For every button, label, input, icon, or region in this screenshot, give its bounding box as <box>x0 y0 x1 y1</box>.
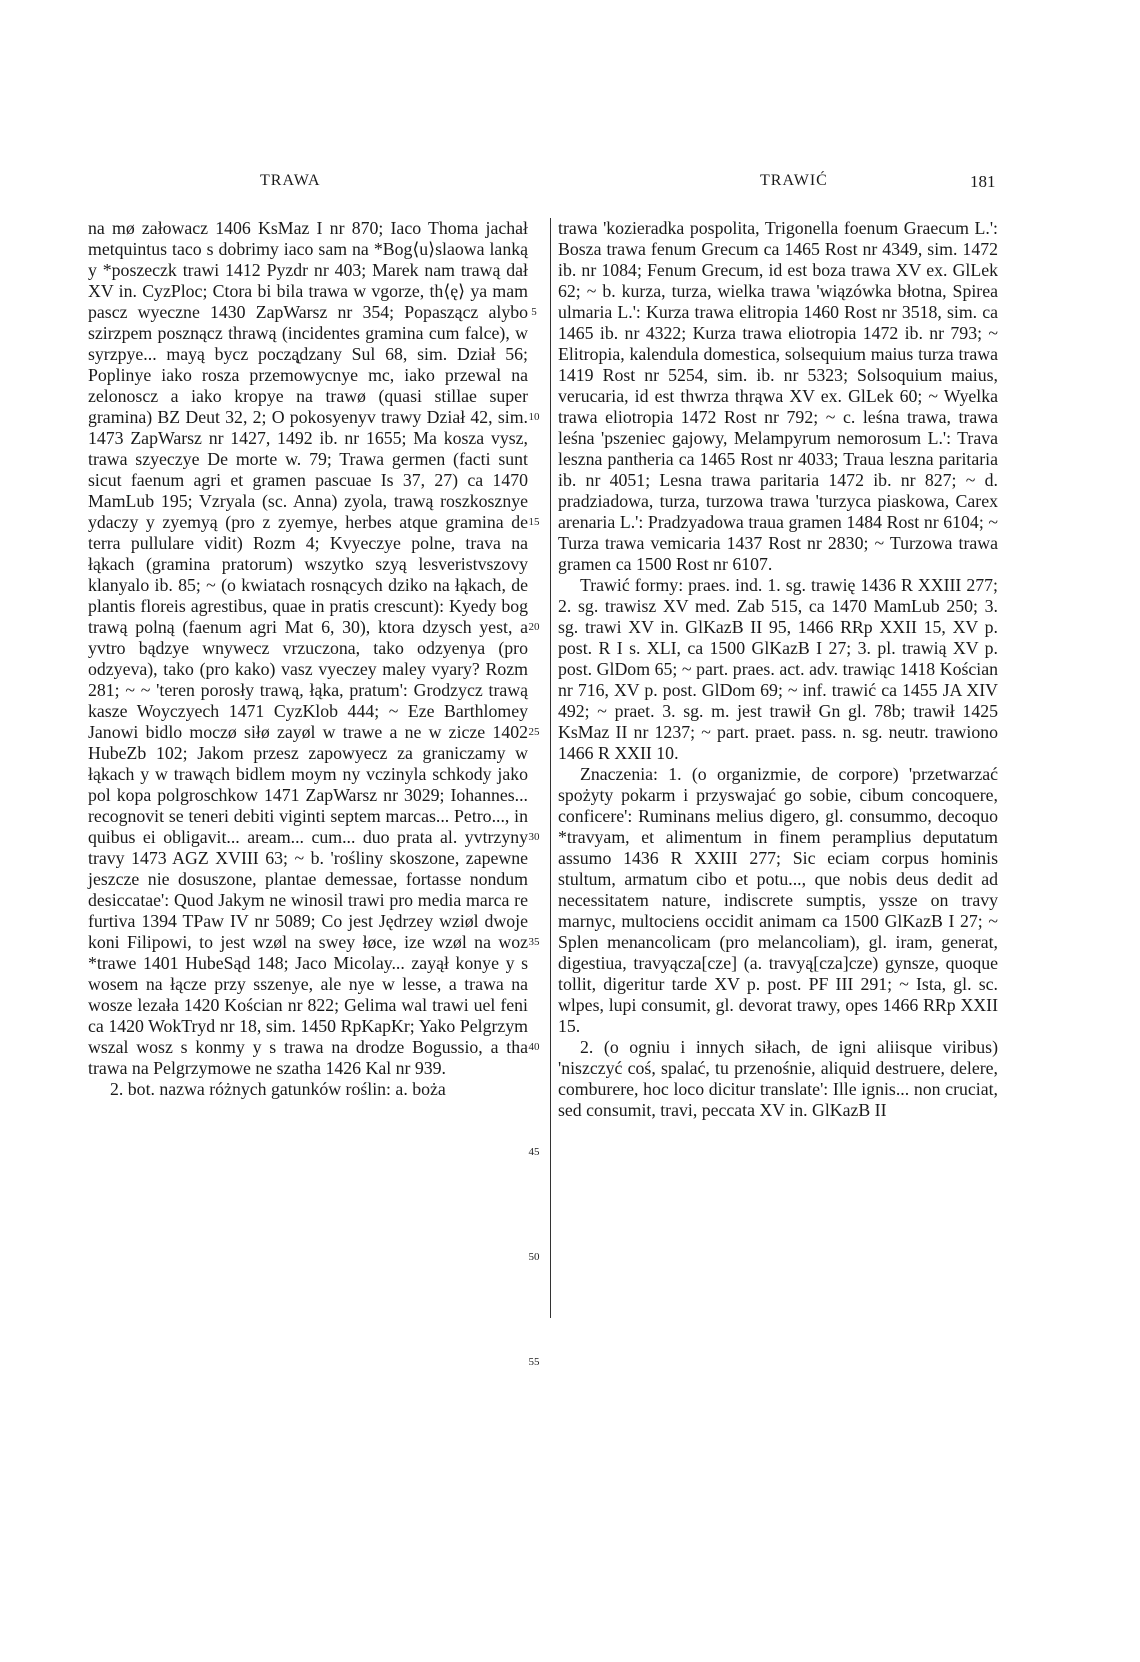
line-number: 50 <box>528 1251 540 1263</box>
page-number: 181 <box>970 172 996 191</box>
line-number: 40 <box>528 1041 540 1053</box>
line-number: 45 <box>528 1146 540 1158</box>
line-number: 30 <box>528 831 540 843</box>
running-head-right: TRAWIĆ <box>760 172 828 189</box>
line-number: 55 <box>528 1356 540 1368</box>
left-column-paragraph: 2. bot. nazwa różnych gatunków roślin: a. boża <box>110 1079 446 1099</box>
running-head-left: TRAWA <box>260 172 321 189</box>
right-column-paragraph: Znaczenia: 1. (o organizmie, de corpore) 'przetwarzać spożyty pokarm i przyswajać go sobie, cibum concoquere, conficere': Ruminans melius digero, gl. consummo, decoquo *travyam, et alimentum in finem peramplius deputatum assumo 1436 R XXIII 277; Sic eciam corpus hominis stultum, armatum cibo et potu..., que nobis deus dedit ad necessitatem nature, indiscrete sumptis, yssze on travy marnyc, multociens occidit animam ca 1500 GlKazB I 27; ~ Splen menancolicam (pro melancoliam), gl. iram, generat, digestiua, travyącza[cze] (a. travyą[cza]cze) gynsze, quoque tollit, digeritur tarde XV p. post. PF III 291; ~ Ista, gl. sc. wlpes, lupi consumit, gl. devorat trawy, opes 1466 RRp XXII 15. <box>558 764 998 1036</box>
line-number: 20 <box>528 621 540 633</box>
right-column-paragraph: 2. (o ogniu i innych siłach, de igni aliisque viribus) 'niszczyć coś, spalać, tu przenośnie, aliquid destruere, delere, comburere, hoc loco dicitur translate': Ille ignis... non cruciat, sed consumit, travi, peccata XV in. GlKazB II <box>558 1037 998 1120</box>
right-column-paragraph: trawa 'kozieradka pospolita, Trigonella foenum Graecum L.': Bosza trawa fenum Grecum ca 1465 Rost nr 4349, sim. 1472 ib. nr 1084; Fenum Grecum, id est boza trawa XV ex. GlLek 62; ~ b. kurza, turza, wielka trawa 'wiązówka błotna, Spirea ulmaria L.': Kurza trawa elitropia 1460 Rost nr 3518, sim. ca 1465 ib. nr 4322; Kurza trawa eliotropia 1472 ib. nr 793; ~ Elitropia, kalendula domestica, solsequium maius turza trawa 1419 Rost nr 5254, sim. ib. nr 5323; Solsoquium maius, verucaria, id est thwrza thrąwa XV ex. GlLek 60; ~ Wyelka trawa eliotropia 1472 Rost nr 792; ~ c. leśna trawa, trawa leśna 'pszeniec gajowy, Melampyrum nemorosum L.': Trava leszna pantheria ca 1465 Rost nr 4033; Traua leszna paritaria ib. nr 4051; Lesna trawa paritaria 1472 ib. nr 827; ~ d. pradziadowa, turza, turzowa trawa 'turzyca piaskowa, Carex arenaria L.': Pradzyadowa traua gramen 1484 Rost nr 6104; ~ Turza trawa vemicaria 1437 Rost nr 2830; ~ Turzowa trawa gramen ca 1500 Rost nr 6107. <box>558 218 998 574</box>
left-column-paragraph: na mø załowacz 1406 KsMaz I nr 870; Iaco Thoma jachał metquintus taco s dobrimy iaco sam na *Bog⟨u⟩slaowa lanką y *poszeczk trawi 1412 Pyzdr nr 403; Marek nam trawą dał XV in. CyzPloc; Ctora bi bila trawa w vgorze, th⟨ę⟩ ya mam pascz wyeczne 1430 ZapWarsz nr 354; Popaszącz alybo szirzpem posznącz thrawą (incidentes gramina cum falce), w syrzpye... mayą bycz począ̨dzany Sul 68, sim. Dział 56; Poplinye iako rosza przemowycnye mc, iako przewal na zelonoscz a iako kropye na trawø (quasi stillae super gramina) BZ Deut 32, 2; O pokosyenyv trawy Dział 42, sim. 1473 ZapWarsz nr 1427, 1492 ib. nr 1655; Ma kosza vysz, trawa szyeczye De morte w. 79; Trawa germen (facti sunt sicut faenum agri et gramen pascuae Is 37, 27) ca 1470 MamLub 195; Vzryala (sc. Anna) zyola, trawą roszkosznye ydaczy y zyemyą (pro z zyemye, herbes atque gramina de terra pullulare vidit) Rozm 4; Kvyeczye polne, trava na łąkach (gramina pratorum) wszytko szyą lesveristvszovy klanyalo ib. 85; ~ (o kwiatach rosnących dziko na łąkach, de plantis floreis agrestibus, quae in pratis crescunt): Kyedy bog trawą polną (faenum agri Mat 6, 30), ktora dzysch yest, a yvtro bądzye wnywecz vrzuczona, tako odzyenya (pro odzyeva), tako (pro kako) vasz vyeczey maley vyary? Rozm 281; ~ ~ 'teren porosły trawą, łąka, pratum': Grodzycz trawą kasze Woyczyech 1471 CyzKlob 444; ~ Eze Barthlomey Janowi bidlo moczø siłø zayøl w trawe a ne w zicze 1402 HubeZb 102; Jakom przesz zapowyecz za graniczamy w łąkach y w trawąch bidlem moym ny vczinyla schkody jako pol kopa polgroschkow 1471 ZapWarsz nr 3029; Iohannes... recognovit se teneri debiti viginti septem marcas... Petro..., in quibus ei obligavit... aream... cum... duo prata al. yvtrzyny travy 1473 AGZ XVIII 63; ~ b. 'rośliny skoszone, zapewne jeszcze nie dosuszone, plantae demessae, fortasse nondum desiccatae': Quod Jakym ne winosil trawi pro media marca re furtiva 1394 TPaw IV nr 5089; Co jest Jędrzey wziøl dwoje koni Filipowi, to jest wzøl na swey łøce, ize wzøl na woz *trawe 1401 HubeSąd 148; Jaco Micolay... zayął konye y s wosem na łącze przy sszenye, ale nye w lesse, a trawa na wosze lezała 1420 Kościan nr 822; Gelima wal trawi uel feni ca 1420 WokTryd nr 18, sim. 1450 RpKapKr; Yako Pelgrzym wszal wosz s konmy y s trawa na drodze Bogussio, a tha trawa na Pelgrzymowe ne szatha 1426 Kal nr 939. <box>88 218 528 1078</box>
right-column-paragraph: Trawić formy: praes. ind. 1. sg. trawię 1436 R XXIII 277; 2. sg. trawisz XV med. Zab 515, ca 1470 MamLub 250; 3. sg. trawi XV in. GlKazB II 95, 1466 RRp XXII 15, XV p. post. R I s. XLI, ca 1500 GlKazB I 27; 3. pl. trawią XV p. post. GlDom 65; ~ part. praes. act. adv. trawiąc 1418 Kościan nr 716, XV p. post. GlDom 69; ~ inf. trawić ca 1455 JA XIV 492; ~ praet. 3. sg. m. jest trawił Gn gl. 78b; trawił 1425 KsMaz II nr 1237; ~ part. praet. pass. n. sg. neutr. trawiono 1466 R XXII 10. <box>558 575 998 763</box>
line-number: 10 <box>528 411 540 423</box>
left-column <box>88 218 528 1100</box>
right-column <box>558 218 998 1121</box>
line-number: 5 <box>531 306 537 318</box>
line-number-gutter <box>522 218 551 1368</box>
line-number: 15 <box>528 516 540 528</box>
line-number: 25 <box>528 726 540 738</box>
line-number: 35 <box>528 936 540 948</box>
